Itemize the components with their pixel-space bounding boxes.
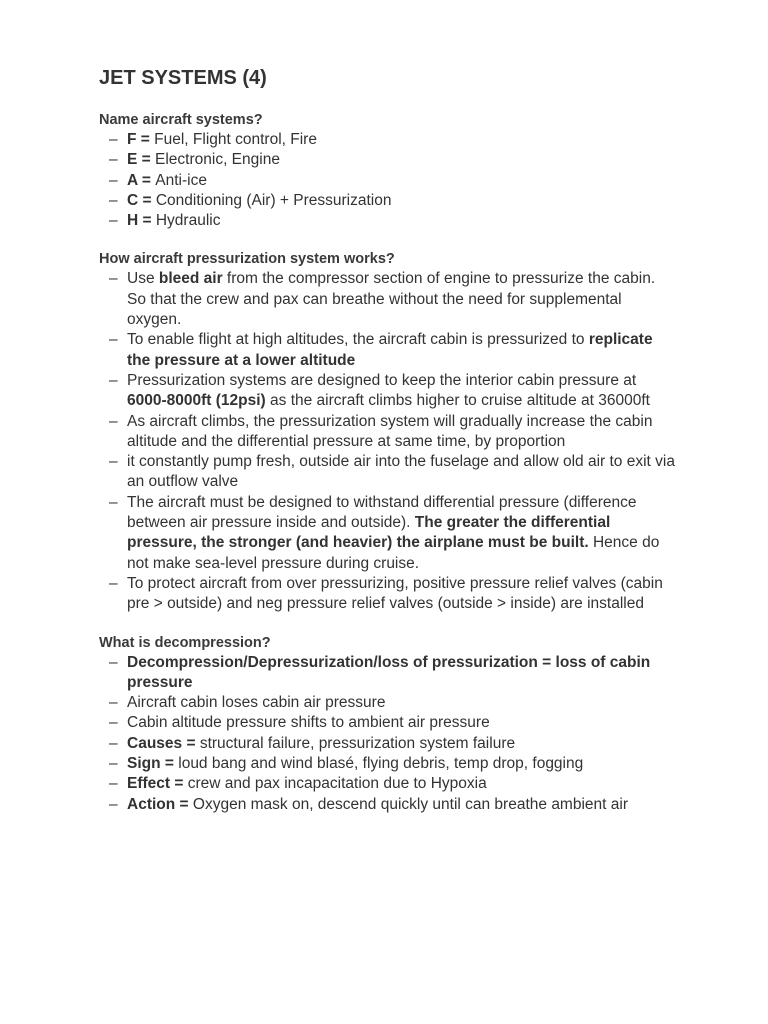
body-text: it constantly pump fresh, outside air into the fuselage and allow old air to exit via an outflow valve	[127, 453, 675, 491]
list-item	[109, 130, 678, 150]
dash-bullet: –	[109, 212, 118, 230]
list-item	[109, 452, 678, 493]
dash-bullet: –	[109, 574, 118, 592]
list-item	[109, 754, 678, 774]
body-text: structural failure, pressurization system failure	[199, 734, 516, 752]
bold-text: 6000-8000ft (12psi)	[127, 392, 266, 410]
bold-text: F =	[127, 131, 155, 148]
dash-bullet: –	[109, 453, 118, 471]
dash-bullet: –	[109, 412, 118, 430]
dash-bullet: –	[109, 191, 118, 209]
bold-text: bleed air	[158, 270, 223, 288]
body-text: loud bang and wind blasé, flying debris, temp drop, fogging	[178, 755, 584, 773]
bold-text: replicate the pressure at a lower altitude	[127, 331, 653, 369]
body-text: Fuel, Flight control, Fire	[154, 131, 317, 148]
body-text: Oxygen mask on, descend quickly until can breathe ambient air	[192, 795, 628, 813]
dash-bullet: –	[109, 331, 118, 349]
body-text: Hydraulic	[155, 212, 221, 230]
bullet-list	[99, 269, 678, 614]
dash-bullet: –	[109, 714, 118, 732]
body-text: Aircraft cabin loses cabin air pressure	[127, 694, 386, 712]
list-item	[109, 795, 678, 815]
body-text: Cabin altitude pressure shifts to ambient air pressure	[127, 714, 490, 732]
dash-bullet: –	[109, 270, 118, 288]
list-item	[109, 693, 678, 713]
bold-text: E =	[127, 151, 156, 169]
list-item	[109, 493, 678, 574]
body-text: As aircraft climbs, the pressurization system will gradually increase the cabin altitude and the differential pressure at same time, by proportion	[127, 412, 653, 450]
list-item	[109, 150, 678, 170]
body-text: as the aircraft climbs higher to cruise altitude at 36000ft	[265, 392, 650, 410]
body-text: crew and pax incapacitation due to Hypoxia	[187, 775, 487, 793]
bold-text: A =	[127, 171, 156, 189]
body-text: The aircraft must be designed to withstand differential pressure (difference between air pressure inside and outside).	[127, 493, 637, 532]
bold-text: C =	[127, 191, 156, 209]
dash-bullet: –	[109, 171, 118, 189]
list-item	[109, 330, 678, 371]
dash-bullet: –	[109, 775, 118, 793]
dash-bullet: –	[109, 734, 118, 752]
bold-text: Sign =	[127, 755, 179, 773]
bullet-list	[99, 653, 678, 815]
document-title: JET SYSTEMS (4)	[99, 67, 267, 89]
body-text: Anti-ice	[155, 171, 207, 189]
dash-bullet: –	[109, 755, 118, 773]
dash-bullet: –	[109, 795, 118, 813]
section-3	[99, 633, 678, 815]
list-item	[109, 371, 678, 412]
bold-text: Decompression/Depressurization/loss of pressurization = loss of cabin pressure	[127, 653, 651, 691]
list-item	[109, 171, 678, 191]
body-text: Use	[127, 270, 159, 288]
section-question: Name aircraft systems?	[99, 112, 263, 128]
bullet-list	[99, 130, 678, 231]
body-text: Hence do not make sea-level pressure during cruise.	[127, 534, 660, 572]
dash-bullet: –	[109, 151, 118, 169]
dash-bullet: –	[109, 694, 118, 712]
list-item	[109, 211, 678, 231]
bold-text: Causes =	[127, 734, 200, 752]
body-text: Electronic, Engine	[155, 151, 280, 169]
section-2	[99, 249, 678, 614]
list-item	[109, 774, 678, 794]
dash-bullet: –	[109, 493, 118, 511]
bold-text: H =	[127, 212, 156, 230]
sections-container	[99, 110, 678, 815]
body-text: Conditioning (Air) + Pressurization	[155, 191, 392, 209]
body-text: Pressurization systems are designed to keep the interior cabin pressure at	[127, 371, 637, 389]
list-item	[109, 734, 678, 754]
list-item	[109, 269, 678, 330]
section-1	[99, 110, 678, 231]
bold-text: The greater the differential pressure, the stronger (and heavier) the airplane must be built.	[127, 514, 611, 552]
body-text: To protect aircraft from over pressurizing, positive pressure relief valves (cabin pre > outside) and neg pressure relief valves (outside > inside) are installed	[127, 574, 663, 613]
list-item	[109, 191, 678, 211]
section-question: How aircraft pressurization system works?	[99, 251, 395, 268]
body-text: To enable flight at high altitudes, the aircraft cabin is pressurized to	[127, 331, 589, 349]
list-item	[109, 412, 678, 453]
list-item	[109, 653, 678, 694]
section-question: What is decompression?	[99, 634, 271, 651]
bold-text: Action =	[127, 795, 193, 813]
dash-bullet: –	[109, 371, 118, 389]
list-item	[109, 713, 678, 733]
list-item	[109, 574, 678, 615]
dash-bullet: –	[109, 653, 118, 671]
bold-text: Effect =	[127, 775, 188, 793]
dash-bullet: –	[109, 131, 118, 148]
body-text: from the compressor section of engine to pressurize the cabin. So that the crew and pax can breathe without the need for supplemental oxygen.	[127, 270, 656, 329]
